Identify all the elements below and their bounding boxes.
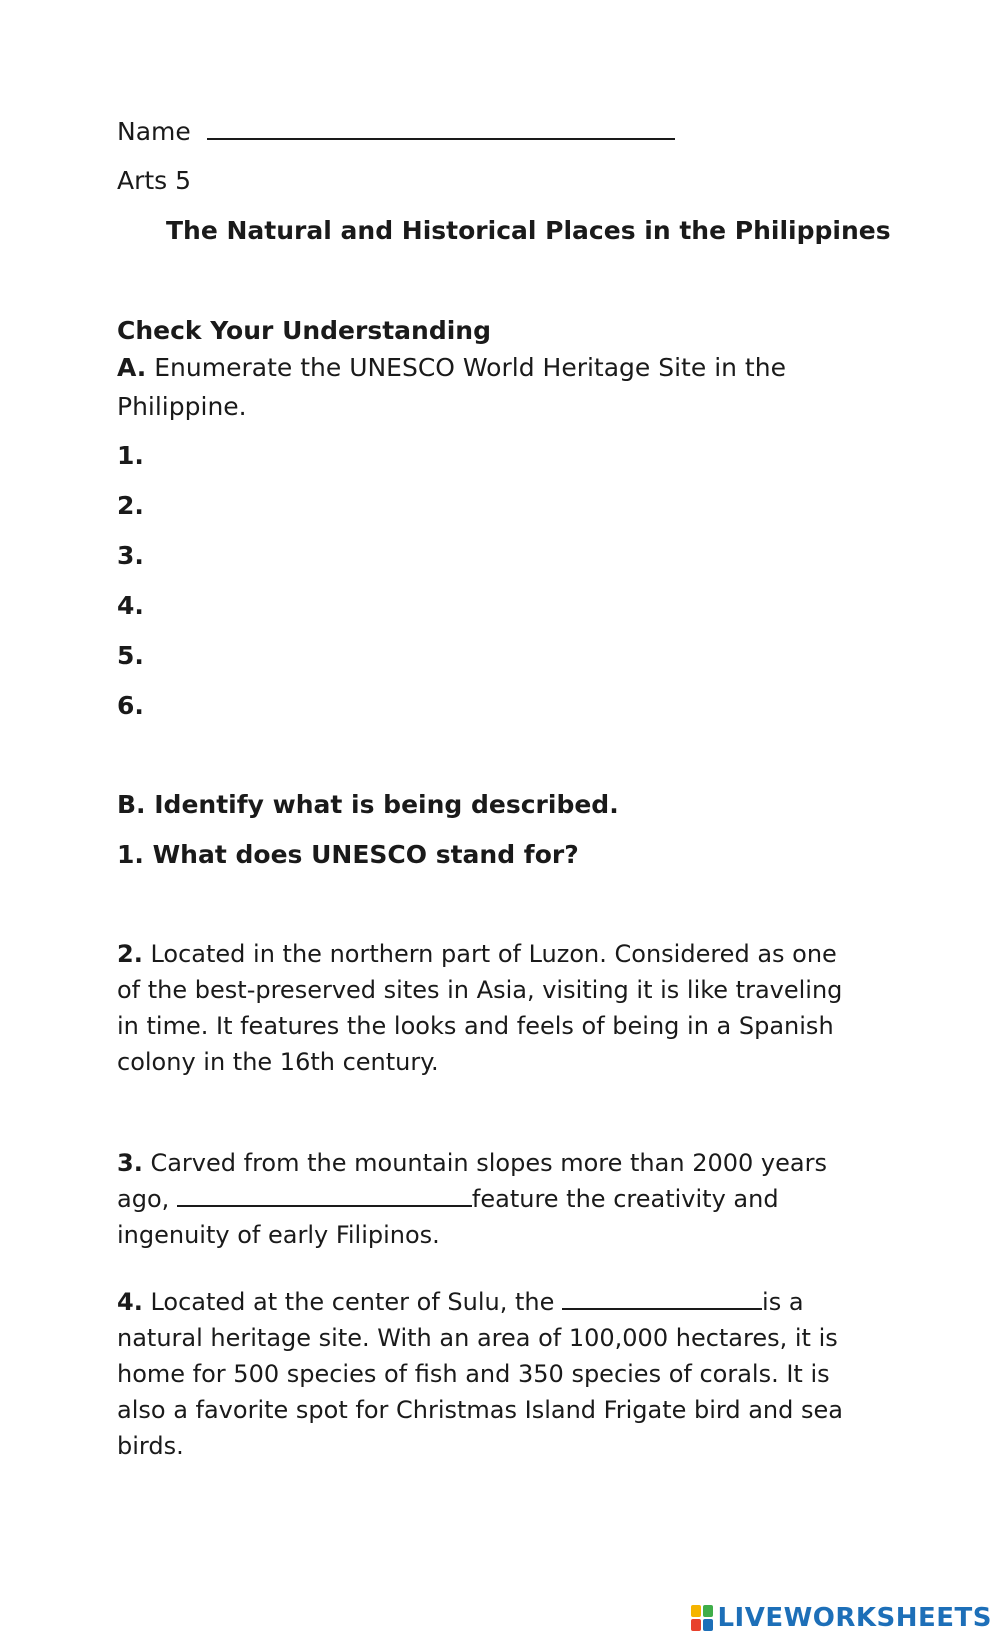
question-3-answer-blank[interactable] bbox=[177, 1183, 472, 1207]
question-3-number: 3. bbox=[117, 1149, 143, 1177]
name-label: Name bbox=[117, 117, 191, 146]
question-3-line3: ingenuity of early Filipinos. bbox=[117, 1221, 440, 1249]
section-a-heading: Check Your Understanding bbox=[117, 316, 491, 345]
name-input-line[interactable] bbox=[207, 116, 675, 140]
enumeration-item-2[interactable]: 2. bbox=[117, 491, 144, 520]
section-a-instruction-line2: Philippine. bbox=[117, 392, 247, 421]
question-2 bbox=[117, 936, 877, 1080]
question-3-line2-before: ago, bbox=[117, 1185, 170, 1213]
enumeration-item-4[interactable]: 4. bbox=[117, 591, 144, 620]
question-2-line2: of the best-preserved sites in Asia, visiting it is like traveling bbox=[117, 976, 843, 1004]
question-4-line4: also a favorite spot for Christmas Island Frigate bird and sea bbox=[117, 1396, 843, 1424]
section-a-instruction bbox=[117, 353, 786, 383]
question-3-line1: Carved from the mountain slopes more than 2000 years bbox=[150, 1149, 827, 1177]
liveworksheets-icon bbox=[691, 1605, 713, 1631]
liveworksheets-logo bbox=[691, 1603, 992, 1633]
enumeration-item-1[interactable]: 1. bbox=[117, 441, 144, 470]
question-4-line3: home for 500 species of fish and 350 species of corals. It is bbox=[117, 1360, 830, 1388]
section-a-letter: A. bbox=[117, 353, 147, 382]
question-4-line2: natural heritage site. With an area of 100,000 hectares, it is bbox=[117, 1324, 838, 1352]
question-4-line5: birds. bbox=[117, 1432, 184, 1460]
enumeration-item-6[interactable]: 6. bbox=[117, 691, 144, 720]
worksheet-title: The Natural and Historical Places in the Philippines bbox=[166, 216, 891, 245]
question-4 bbox=[117, 1284, 877, 1464]
enumeration-item-5[interactable]: 5. bbox=[117, 641, 144, 670]
question-4-number: 4. bbox=[117, 1288, 143, 1316]
question-4-answer-blank[interactable] bbox=[562, 1286, 762, 1310]
question-4-line1-before: Located at the center of Sulu, the bbox=[150, 1288, 555, 1316]
question-1: 1. What does UNESCO stand for? bbox=[117, 840, 579, 869]
question-3-line2-after: feature the creativity and bbox=[471, 1185, 779, 1213]
name-field bbox=[117, 116, 675, 147]
question-2-line4: colony in the 16th century. bbox=[117, 1048, 439, 1076]
subject-label: Arts 5 bbox=[117, 166, 192, 195]
section-a-instruction-line1: Enumerate the UNESCO World Heritage Site in the bbox=[154, 353, 786, 382]
enumeration-item-3[interactable]: 3. bbox=[117, 541, 144, 570]
liveworksheets-brand: LIVEWORKSHEETS bbox=[717, 1603, 992, 1633]
question-3 bbox=[117, 1145, 877, 1253]
question-4-line1-after: is a bbox=[762, 1288, 804, 1316]
question-2-line1: Located in the northern part of Luzon. Considered as one bbox=[150, 940, 837, 968]
question-2-line3: in time. It features the looks and feels of being in a Spanish bbox=[117, 1012, 834, 1040]
question-2-number: 2. bbox=[117, 940, 143, 968]
section-b-heading: B. Identify what is being described. bbox=[117, 790, 619, 819]
